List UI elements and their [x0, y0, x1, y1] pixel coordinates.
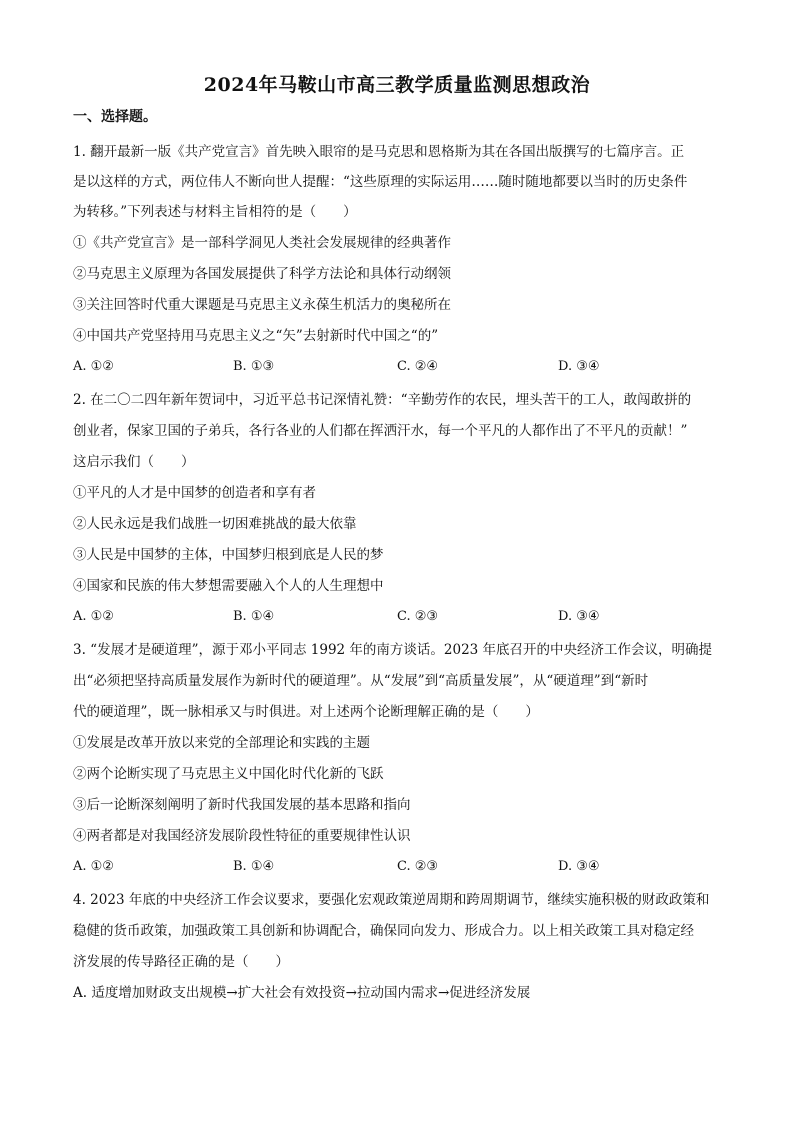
question-1-option-c: C. ②④ [397, 359, 439, 374]
page-title: 2024年马鞍山市高三教学质量监测思想政治 [203, 74, 591, 96]
question-1-stem-line-2: 是以这样的方式，两位伟人不断向世人提醒：“这些原理的实际运用……随时随地都要以当时的历史条件 [73, 174, 688, 190]
question-2-statement-2: ②人民永远是我们战胜一切困难挑战的最大依靠 [73, 516, 357, 532]
question-3-statement-2: ②两个论断实现了马克思主义中国化时代化新的飞跃 [73, 766, 384, 782]
question-2-stem-line-2: 创业者，保家卫国的子弟兵，各行各业的人们都在挥洒汗水，每一个平凡的人都作出了不平凡的贡献！” [73, 423, 688, 439]
question-3-option-c: C. ②③ [397, 859, 439, 874]
question-1-statement-3: ③关注回答时代重大课题是马克思主义永葆生机活力的奥秘所在 [73, 297, 451, 313]
question-3-option-b: B. ①④ [233, 859, 275, 874]
question-4-stem-line-3: 济发展的传导路径正确的是（ ） [73, 954, 289, 970]
question-1-statement-2: ②马克思主义原理为各国发展提供了科学方法论和具体行动纲领 [73, 266, 451, 282]
question-3-statement-4: ④两者都是对我国经济发展阶段性特征的重要规律性认识 [73, 828, 411, 844]
question-1-option-d: D. ③④ [558, 359, 600, 374]
question-3-stem-line-2: 出“必须把坚持高质量发展作为新时代的硬道理”。从“发展”到“高质量发展”，从“硬道理”到“新时 [73, 673, 649, 689]
question-4-stem-line-2: 稳健的货币政策，加强政策工具创新和协调配合，确保同向发力、形成合力。以上相关政策工具对稳定经 [73, 923, 694, 939]
section-heading: 一、选择题。 [73, 109, 157, 125]
question-2-option-d: D. ③④ [558, 609, 600, 624]
question-3-stem-line-3: 代的硬道理”，既一脉相承又与时俱进。对上述两个论断理解正确的是（ ） [73, 704, 539, 720]
question-2-stem-line-1: 2. 在二〇二四年新年贺词中，习近平总书记深情礼赞：“辛勤劳作的农民，埋头苦干的工人，敢闯敢拼的 [73, 392, 692, 408]
question-1-statement-1: ①《共产党宣言》是一部科学洞见人类社会发展规律的经典著作 [73, 235, 451, 251]
question-1-stem-line-3: 为转移。”下列表述与材料主旨相符的是（ ） [73, 204, 357, 220]
question-3-option-a: A. ①② [73, 859, 114, 874]
question-4-option-a: A. 适度增加财政支出规模→扩大社会有效投资→拉动国内需求→促进经济发展 [73, 985, 531, 1001]
question-1-statement-4: ④中国共产党坚持用马克思主义之“矢”去射新时代中国之“的” [73, 328, 439, 344]
question-1-option-b: B. ①③ [233, 359, 275, 374]
question-2-statement-1: ①平凡的人才是中国梦的创造者和享有者 [73, 485, 316, 501]
question-3-statement-1: ①发展是改革开放以来党的全部理论和实践的主题 [73, 735, 370, 751]
question-3-option-d: D. ③④ [558, 859, 600, 874]
question-4-stem-line-1: 4. 2023 年底的中央经济工作会议要求，要强化宏观政策逆周期和跨周期调节，继续实施积极的财政政策和 [73, 892, 710, 908]
question-3-stem-line-1: 3. “发展才是硬道理”，源于邓小平同志 1992 年的南方谈话。2023 年底召开的中央经济工作会议，明确提 [73, 642, 713, 658]
question-3-statement-3: ③后一论断深刻阐明了新时代我国发展的基本思路和指向 [73, 797, 411, 813]
question-1-stem-line-1: 1. 翻开最新一版《共产党宣言》首先映入眼帘的是马克思和恩格斯为其在各国出版撰写的七篇序言。正 [73, 144, 685, 160]
question-2-statement-4: ④国家和民族的伟大梦想需要融入个人的人生理想中 [73, 578, 384, 594]
question-2-option-b: B. ①④ [233, 609, 275, 624]
question-1-option-a: A. ①② [73, 359, 114, 374]
question-2-stem-line-3: 这启示我们（ ） [73, 454, 195, 470]
question-2-option-c: C. ②③ [397, 609, 439, 624]
question-2-option-a: A. ①② [73, 609, 114, 624]
question-2-statement-3: ③人民是中国梦的主体，中国梦归根到底是人民的梦 [73, 547, 384, 563]
